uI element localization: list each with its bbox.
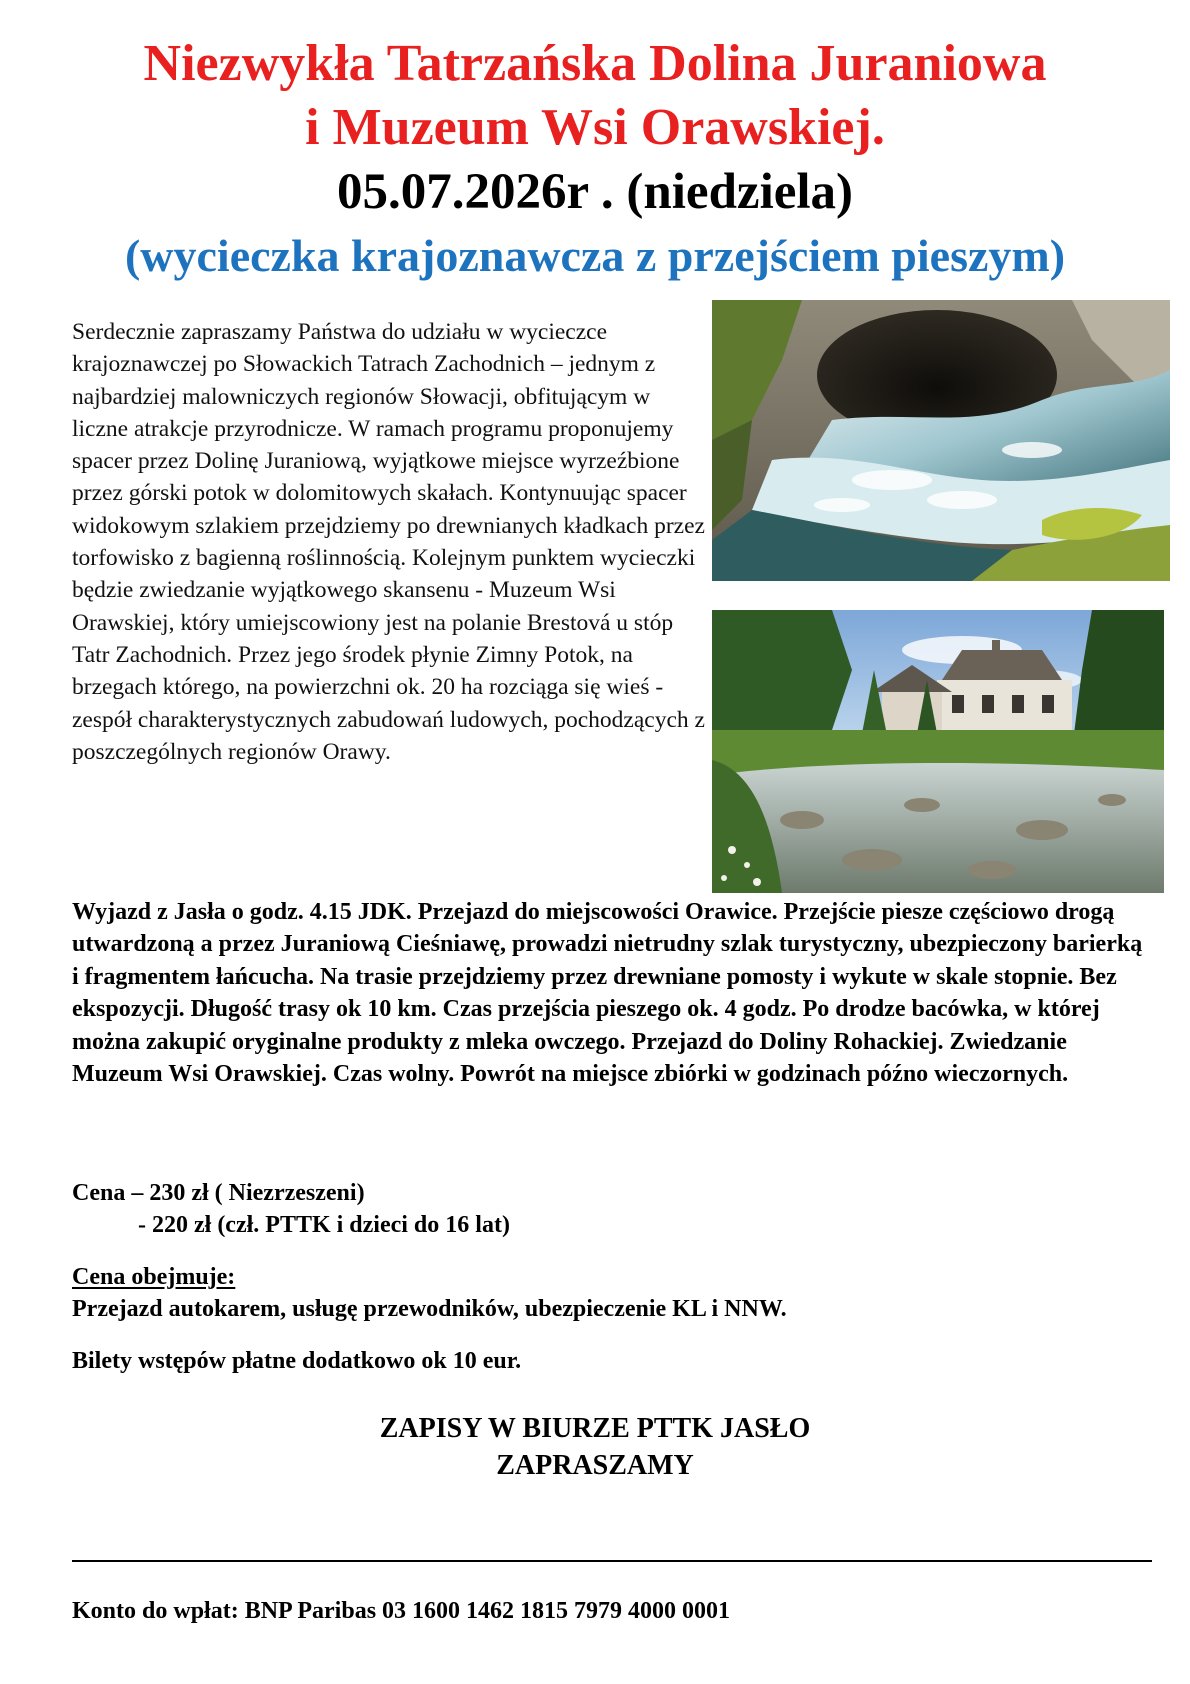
page-title-line-1: Niezwykła Tatrzańska Dolina Juraniowa [143,35,1047,92]
page-subtitle: (wycieczka krajoznawcza z przejściem pieszym) [124,230,1066,281]
waterfall-photo [712,300,1170,581]
includes-heading-text: Cena obejmuje: [72,1264,236,1290]
program-description: Wyjazd z Jasła o godz. 4.15 JDK. Przejazd do miejscowości Orawice. Przejście piesze częściowo drogą utwardzoną a przez Juraniową Cieśniawę, prowadzi nietrudny szlak turystyczny, ubezpieczony barierką i fragmentem łańcucha. Na trasie przejdziemy przez drewniane pomosty i wykute w skale stopnie. Bez ekspozycji. Długość trasy ok 10 km. Czas przejścia pieszego ok. 4 godz. Po drodze bacówka, w której można zakupić oryginalne produkty z mleka owczego. Przejazd do Doliny Rohackiej. Zwiedzanie Muzeum Wsi Orawskiej. Czas wolny. Powrót na miejsce zbiórki w godzinach późno wieczornych. [72,899,1143,1088]
includes-text: Przejazd autokarem, usługę przewodników, ubezpieczenie KL i NNW. [72,1296,787,1322]
invitation-line: ZAPRASZAMY [496,1450,694,1481]
page-title-line-2: i Muzeum Wsi Orawskiej. [305,99,885,156]
includes-heading [72,1262,235,1292]
price-reduced: - 220 zł (czł. PTTK i dzieci do 16 lat) [138,1212,510,1238]
price-regular: Cena – 230 zł ( Niezrzeszeni) [72,1180,365,1206]
signup-line: ZAPISY W BIURZE PTTK JASŁO [379,1413,811,1444]
village-museum-photo [712,610,1164,893]
bank-account: Konto do wpłat: BNP Paribas 03 1600 1462 1815 7979 4000 0001 [72,1598,731,1624]
tickets-note: Bilety wstępów płatne dodatkowo ok 10 eur. [72,1348,522,1374]
trip-date: 05.07.2026r . (niedziela) [336,164,854,220]
intro-paragraph: Serdecznie zapraszamy Państwa do udziału w wycieczce krajoznawczej po Słowackich Tatrach Zachodnich – jednym z najbardziej malowniczych regionów Słowacji, obfitującym w liczne atrakcje przyrodnicze. W ramach programu proponujemy spacer przez Dolinę Juraniową, wyjątkowe miejsce wyrzeźbione przez górski potok w dolomitowych skałach. Kontynuując spacer widokowym szlakiem przejdziemy po drewnianych kładkach przez torfowisko z bagienną roślinnością. Kolejnym punktem wycieczki będzie zwiedzanie wyjątkowego skansenu - Muzeum Wsi Orawskiej, który umiejscowiony jest na polanie Brestová u stóp Tatr Zachodnich. Przez jego środek płynie Zimny Potok, na brzegach którego, na powierzchni ok. 20 ha rozciąga się wieś - zespół charakterystycznych zabudowań ludowych, pochodzących z poszczególnych regionów Orawy. [72,319,705,765]
divider [72,1560,1152,1562]
